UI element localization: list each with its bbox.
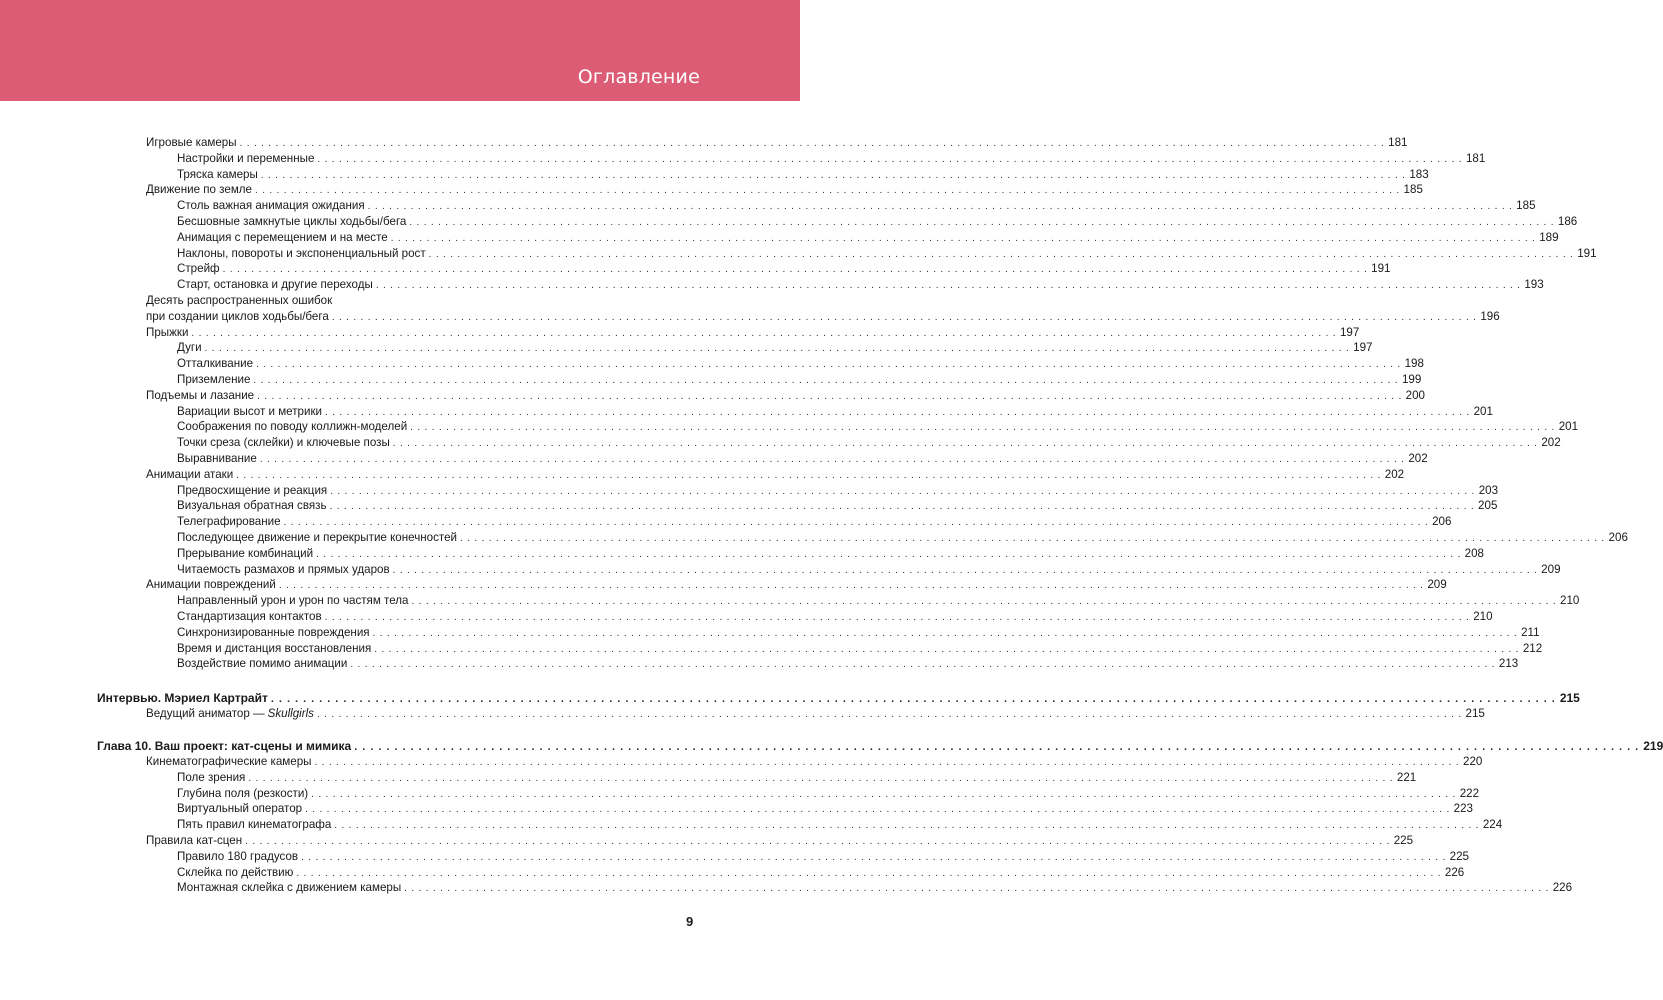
toc-entry-page: 201 — [1558, 420, 1579, 434]
toc-entry-leader: ................................................................................................................................................................ — [331, 311, 1481, 323]
toc-entry-label: Поле зрения — [177, 770, 246, 784]
toc-entry-page: 209 — [1541, 562, 1561, 576]
toc-entry — [177, 340, 1373, 356]
toc-entry-label: Время и дистанция восстановления — [177, 641, 372, 655]
toc-entry-page: 196 — [1480, 309, 1500, 323]
toc-entry-label: Воздействие помимо анимации — [177, 657, 348, 671]
toc-entry-leader: ................................................................................................................................................................ — [367, 201, 1517, 213]
toc-entry-label: Предвосхищение и реакция — [177, 483, 328, 497]
toc-entry-page: 226 — [1444, 865, 1465, 879]
toc-entry-leader: ................................................................................................................................................................ — [372, 627, 1522, 639]
toc-entry-leader: ................................................................................................................................................................ — [256, 359, 1405, 371]
toc-entry — [177, 404, 1493, 420]
toc-entry — [177, 356, 1424, 372]
toc-entry-page: 206 — [1432, 515, 1452, 529]
toc-entry — [177, 625, 1540, 641]
toc-entry-label: Читаемость размахов и прямых ударов — [177, 562, 390, 576]
toc-entry-page: 209 — [1427, 578, 1447, 592]
toc-entry-leader: ................................................................................................................................................................ — [239, 138, 1389, 149]
toc-entry-page: 225 — [1393, 834, 1414, 847]
toc-entry-leader: ................................................................................................................................................................ — [325, 406, 1474, 418]
toc-entry-page: 189 — [1539, 230, 1559, 244]
toc-entry — [146, 388, 1425, 404]
toc-entry-leader: ................................................................................................................................................................ — [404, 883, 1553, 895]
toc-entry — [146, 706, 1485, 722]
toc-entry — [97, 690, 1580, 706]
toc-entry-page: 198 — [1404, 357, 1424, 371]
toc-entry — [146, 182, 1423, 198]
toc-entry-label: Соображения по поводу коллижн-моделей — [177, 420, 408, 434]
toc-entry-page: 213 — [1498, 657, 1519, 671]
toc-entry — [177, 214, 1578, 230]
toc-entry-label: при создании циклов ходьбы/бега — [146, 309, 329, 323]
toc-entry-leader: ................................................................................................................................................................ — [316, 548, 1465, 560]
toc-entry-label: Визуальная обратная связь — [177, 499, 327, 513]
toc-entry-page: 206 — [1608, 531, 1628, 544]
toc-entry-label: Последующее движение и перекрытие конечностей — [177, 531, 458, 544]
toc-entry-label: Настройки и переменные — [177, 151, 315, 165]
toc-entry-label: Выравнивание — [177, 452, 257, 465]
toc-entry-leader: ................................................................................................................................................................ — [253, 375, 1402, 386]
toc-entry-label: Стрейф — [177, 262, 220, 276]
toc-entry — [177, 801, 1473, 817]
toc-entry-page: 223 — [1453, 802, 1473, 816]
toc-entry-label: Телеграфирование — [177, 515, 281, 529]
toc-entry-label: Точки среза (склейки) и ключевые позы — [177, 436, 390, 450]
page-number: 9 — [686, 914, 694, 929]
toc-entry-label: Синхронизированные повреждения — [177, 625, 370, 639]
toc-entry-page: 212 — [1522, 641, 1543, 655]
toc-entry-leader: ................................................................................................................................................................ — [222, 264, 1372, 276]
toc-entry — [177, 880, 1573, 896]
toc-entry-leader: ................................................................................................................................................................ — [411, 596, 1561, 608]
toc-entry-label: Подъемы и лазание — [146, 388, 255, 402]
toc-entry — [177, 786, 1480, 802]
toc-entry-leader: ................................................................................................................................................................ — [330, 485, 1479, 497]
toc-entry-label: Пять правил кинематографа — [177, 818, 332, 832]
toc-entry-leader: ................................................................................................................................................................ — [248, 772, 1397, 784]
toc-entry — [97, 738, 1663, 754]
toc-entry — [177, 865, 1465, 881]
toc-entry — [177, 514, 1452, 530]
toc-entry-page: 197 — [1353, 341, 1373, 355]
toc-entry-page: 210 — [1560, 594, 1580, 608]
toc-entry-label: Интервью. Мэриел Картрайт — [97, 691, 268, 705]
toc-entry-leader: ................................................................................................................................................................ — [236, 469, 1385, 481]
toc-entry-leader: ................................................................................................................................................................ — [375, 280, 1525, 292]
toc-entry — [177, 849, 1469, 865]
toc-entry-label: Прерывание комбинаций — [177, 546, 314, 560]
toc-entry — [177, 817, 1503, 833]
toc-entry — [177, 641, 1543, 657]
toc-entry-label: Направленный урон и урон по частям тела — [177, 594, 409, 608]
toc-entry-leader: ................................................................................................................................................................ — [260, 169, 1410, 181]
toc-entry-page: 181 — [1388, 136, 1408, 149]
toc-entry-label: Кинематографические камеры — [146, 755, 312, 768]
toc-entry-leader: ................................................................................................................................................................ — [311, 788, 1460, 800]
toc-entry — [177, 562, 1561, 578]
toc-entry-page: 205 — [1478, 499, 1498, 513]
toc-entry-page: 222 — [1459, 786, 1480, 800]
toc-entry-label: Склейка по действию — [177, 865, 294, 879]
toc-entry — [177, 546, 1484, 562]
toc-entry-page: 208 — [1464, 546, 1484, 560]
toc-entry-page: 211 — [1521, 625, 1540, 639]
toc-entry-label: Анимации атаки — [146, 467, 234, 481]
toc-entry — [177, 530, 1628, 546]
toc-entry — [177, 198, 1536, 214]
toc-entry-page: 225 — [1449, 849, 1469, 863]
toc-entry-label: Игровые камеры — [146, 136, 237, 149]
toc-entry-leader: ................................................................................................................................................................ — [390, 232, 1540, 244]
toc-entry-leader: ................................................................................................................................................................ — [301, 851, 1450, 863]
toc-entry-label: Старт, остановка и другие переходы — [177, 278, 373, 292]
toc-entry-leader: ................................................................................................................................................................ — [204, 343, 1354, 355]
toc-entry-page: 200 — [1405, 388, 1425, 402]
toc-entry — [146, 467, 1405, 483]
toc-entry-label-italic: Skullgirls — [267, 707, 314, 720]
toc-entry-leader: ................................................................................................................................................................ — [317, 153, 1466, 165]
toc-entry-page: 221 — [1396, 770, 1417, 784]
toc-entry-label: Монтажная склейка с движением камеры — [177, 881, 402, 895]
toc-entry-page: 226 — [1552, 881, 1573, 895]
toc-entry-label: Приземление — [177, 373, 251, 386]
toc-entry — [146, 309, 1500, 325]
toc-entry — [177, 656, 1519, 672]
toc-entry-label: Столь важная анимация ожидания — [177, 199, 365, 213]
toc-entry-page: 185 — [1516, 199, 1536, 213]
toc-entry-page: 185 — [1403, 183, 1423, 197]
toc-entry-leader: ................................................................................................................................................................ — [374, 643, 1523, 655]
toc-entry-leader: ................................................................................................................................................................ — [316, 709, 1466, 720]
toc-entry-page: 202 — [1384, 467, 1405, 481]
toc-entry — [177, 609, 1493, 625]
toc-entry-leader: ................................................................................................................................................................ — [392, 564, 1542, 576]
toc-entry-leader: ................................................................................................................................................................ — [278, 580, 1428, 592]
toc-entry — [177, 151, 1486, 167]
toc-entry-label: Отталкивание — [177, 357, 254, 371]
toc-entry-label: Правила кат-сцен — [146, 834, 243, 847]
toc-entry — [177, 372, 1422, 388]
toc-entry-page: 202 — [1541, 436, 1561, 450]
toc-entry-leader: ................................................................................................................................................................ — [324, 612, 1474, 623]
toc-entry-leader: ................................................................................................................................................................ — [296, 867, 1445, 879]
toc-entry-leader: ................................................................................................................................................................ — [245, 836, 1394, 847]
toc-entry-label: Десять распространенных ошибок — [146, 294, 333, 307]
toc-entry — [146, 754, 1483, 770]
toc-entry-page: 220 — [1463, 755, 1483, 768]
toc-entry — [177, 770, 1417, 786]
toc-entry-label: Вариации высот и метрики — [177, 404, 323, 418]
toc-entry — [146, 577, 1447, 593]
toc-entry — [146, 833, 1414, 849]
toc-entry — [146, 135, 1408, 151]
toc-entry-page: 197 — [1339, 325, 1360, 339]
toc-entry — [177, 246, 1597, 262]
toc-entry-leader: ................................................................................................................................................................ — [305, 804, 1454, 816]
toc-entry — [177, 498, 1498, 514]
toc-entry-leader: ................................................................................................................................................................ — [392, 438, 1542, 450]
toc-entry-leader: ................................................................................................................................................................ — [460, 533, 1609, 544]
toc-entry — [177, 419, 1579, 435]
toc-entry-label: Анимация с перемещением и на месте — [177, 230, 388, 244]
toc-entry-leader: ................................................................................................................................................................ — [259, 454, 1409, 465]
toc-entry-page: 224 — [1482, 818, 1503, 832]
toc-entry-label: Глава 10. Ваш проект: кат-сцены и мимика — [97, 739, 352, 753]
toc-entry — [146, 293, 695, 309]
toc-entry — [177, 261, 1391, 277]
toc-entry-leader: ................................................................................................................................................................ — [255, 185, 1404, 197]
toc-entry — [177, 483, 1499, 499]
toc-entry-leader: ................................................................................................................................................................ — [410, 422, 1559, 434]
toc-entry-leader: ................................................................................................................................................................ — [354, 741, 1644, 753]
toc-entry-label: Ведущий аниматор — — [146, 707, 265, 720]
toc-entry-page: 193 — [1524, 278, 1544, 292]
toc-entry-page: 202 — [1408, 452, 1428, 465]
toc-entry-leader: ................................................................................................................................................................ — [270, 693, 1560, 705]
toc-entry — [177, 277, 1544, 293]
toc-entry-label: Дуги — [177, 341, 202, 355]
toc-entry-page: 183 — [1409, 167, 1429, 181]
toc-entry-page: 203 — [1478, 483, 1499, 497]
toc-entry-page: 215 — [1465, 707, 1485, 720]
toc-entry-label: Тряска камеры — [177, 167, 258, 181]
toc-entry-leader: ................................................................................................................................................................ — [283, 517, 1433, 529]
toc-entry-page: 191 — [1577, 246, 1597, 260]
toc-entry-page: 201 — [1473, 404, 1493, 418]
toc-entry — [146, 325, 1360, 341]
page-title: Оглавление — [577, 66, 700, 88]
toc-entry-leader: ................................................................................................................................................................ — [314, 757, 1464, 768]
toc-entry-leader: ................................................................................................................................................................ — [350, 659, 1499, 671]
toc-entry-leader: ................................................................................................................................................................ — [409, 217, 1558, 228]
toc-entry-page: 215 — [1559, 691, 1580, 705]
toc-entry-label: Анимации повреждений — [146, 578, 276, 592]
toc-entry-page: 210 — [1473, 610, 1493, 623]
toc-entry-leader: ................................................................................................................................................................ — [334, 820, 1483, 832]
toc-entry-page: 181 — [1465, 151, 1486, 165]
toc-entry — [177, 593, 1580, 609]
toc-entry-page: 191 — [1371, 262, 1391, 276]
toc-entry-page: 219 — [1643, 739, 1663, 753]
toc-entry-label: Бесшовные замкнутые циклы ходьбы/бега — [177, 215, 407, 228]
toc-entry — [177, 435, 1561, 451]
toc-entry-label: Движение по земле — [146, 183, 253, 197]
toc-entry-label: Правило 180 градусов — [177, 849, 299, 863]
toc-entry — [177, 230, 1559, 246]
toc-entry-leader: ................................................................................................................................................................ — [257, 390, 1406, 402]
toc-entry-page: 199 — [1401, 373, 1422, 386]
toc-entry-leader: ................................................................................................................................................................ — [428, 248, 1578, 260]
toc-entry-label: Виртуальный оператор — [177, 802, 303, 816]
toc-entry-page: 186 — [1557, 215, 1578, 228]
toc-entry-leader: ................................................................................................................................................................ — [329, 501, 1479, 513]
toc-entry-leader: ................................................................................................................................................................ — [191, 327, 1340, 339]
toc-entry — [177, 167, 1429, 183]
toc-entry-label: Глубина поля (резкости) — [177, 786, 309, 800]
toc-entry-label: Наклоны, повороты и экспоненциальный рост — [177, 246, 426, 260]
toc-entry — [177, 451, 1428, 467]
toc-entry-label: Прыжки — [146, 325, 189, 339]
toc-entry-label: Стандартизация контактов — [177, 610, 322, 623]
